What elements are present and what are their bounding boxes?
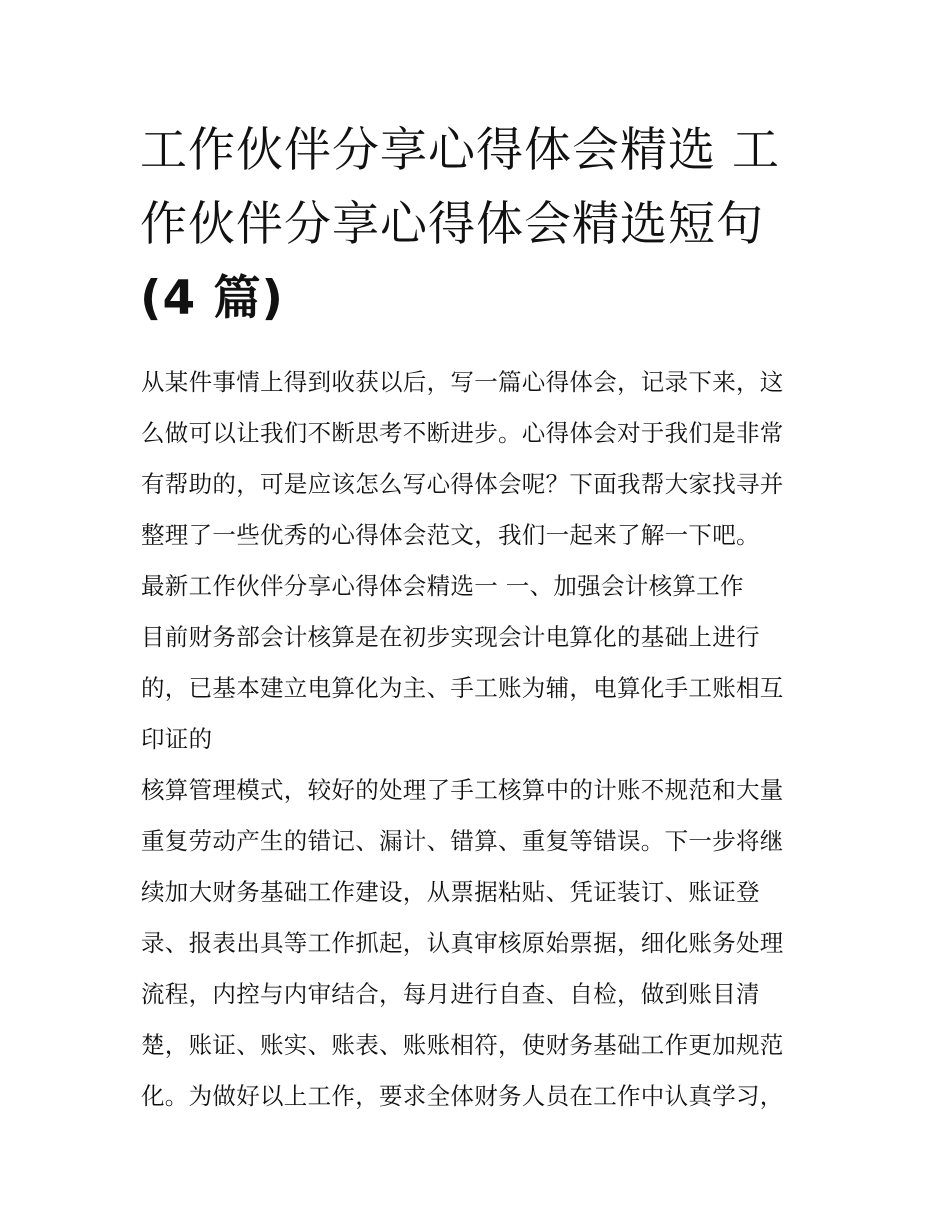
document-body — [141, 357, 831, 1122]
body-line: 化。为做好以上工作，要求全体财务人员在工作中认真学习， — [141, 1082, 784, 1110]
title-line-3: (4 篇) — [140, 271, 285, 326]
body-line: 有帮助的，可是应该怎么写心得体会呢？下面我帮大家找寻并 — [141, 470, 784, 498]
body-line: 目前财务部会计核算是在初步实现会计电算化的基础上进行 — [141, 623, 760, 651]
body-line: 么做可以让我们不断思考不断进步。心得体会对于我们是非常 — [141, 419, 784, 447]
section-heading: 最新工作伙伴分享心得体会精选一 一、加强会计核算工作 — [141, 572, 744, 600]
body-line: 核算管理模式，较好的处理了手工核算中的计账不规范和大量 — [141, 776, 784, 804]
body-line: 楚，账证、账实、账表、账账相符，使财务基础工作更加规范 — [141, 1031, 784, 1059]
body-line: 印证的 — [141, 725, 213, 753]
body-line: 从某件事情上得到收获以后，写一篇心得体会，记录下来，这 — [141, 368, 784, 396]
body-line: 流程，内控与内审结合，每月进行自查、自检，做到账目清 — [141, 980, 760, 1008]
body-line: 续加大财务基础工作建设，从票据粘贴、凭证装订、账证登 — [141, 878, 760, 906]
body-line: 的，已基本建立电算化为主、手工账为辅，电算化手工账相互 — [141, 674, 784, 702]
title-line-2: 作伙伴分享心得体会精选短句 — [140, 197, 764, 252]
body-line: 重复劳动产生的错记、漏计、错算、重复等错误。下一步将继 — [141, 827, 784, 855]
body-line: 录、报表出具等工作抓起，认真审核原始票据，细化账务处理 — [141, 929, 784, 957]
document-title — [140, 114, 820, 336]
body-line: 整理了一些优秀的心得体会范文，我们一起来了解一下吧。 — [141, 521, 760, 549]
title-line-1: 工作伙伴分享心得体会精选 工 — [140, 123, 780, 178]
